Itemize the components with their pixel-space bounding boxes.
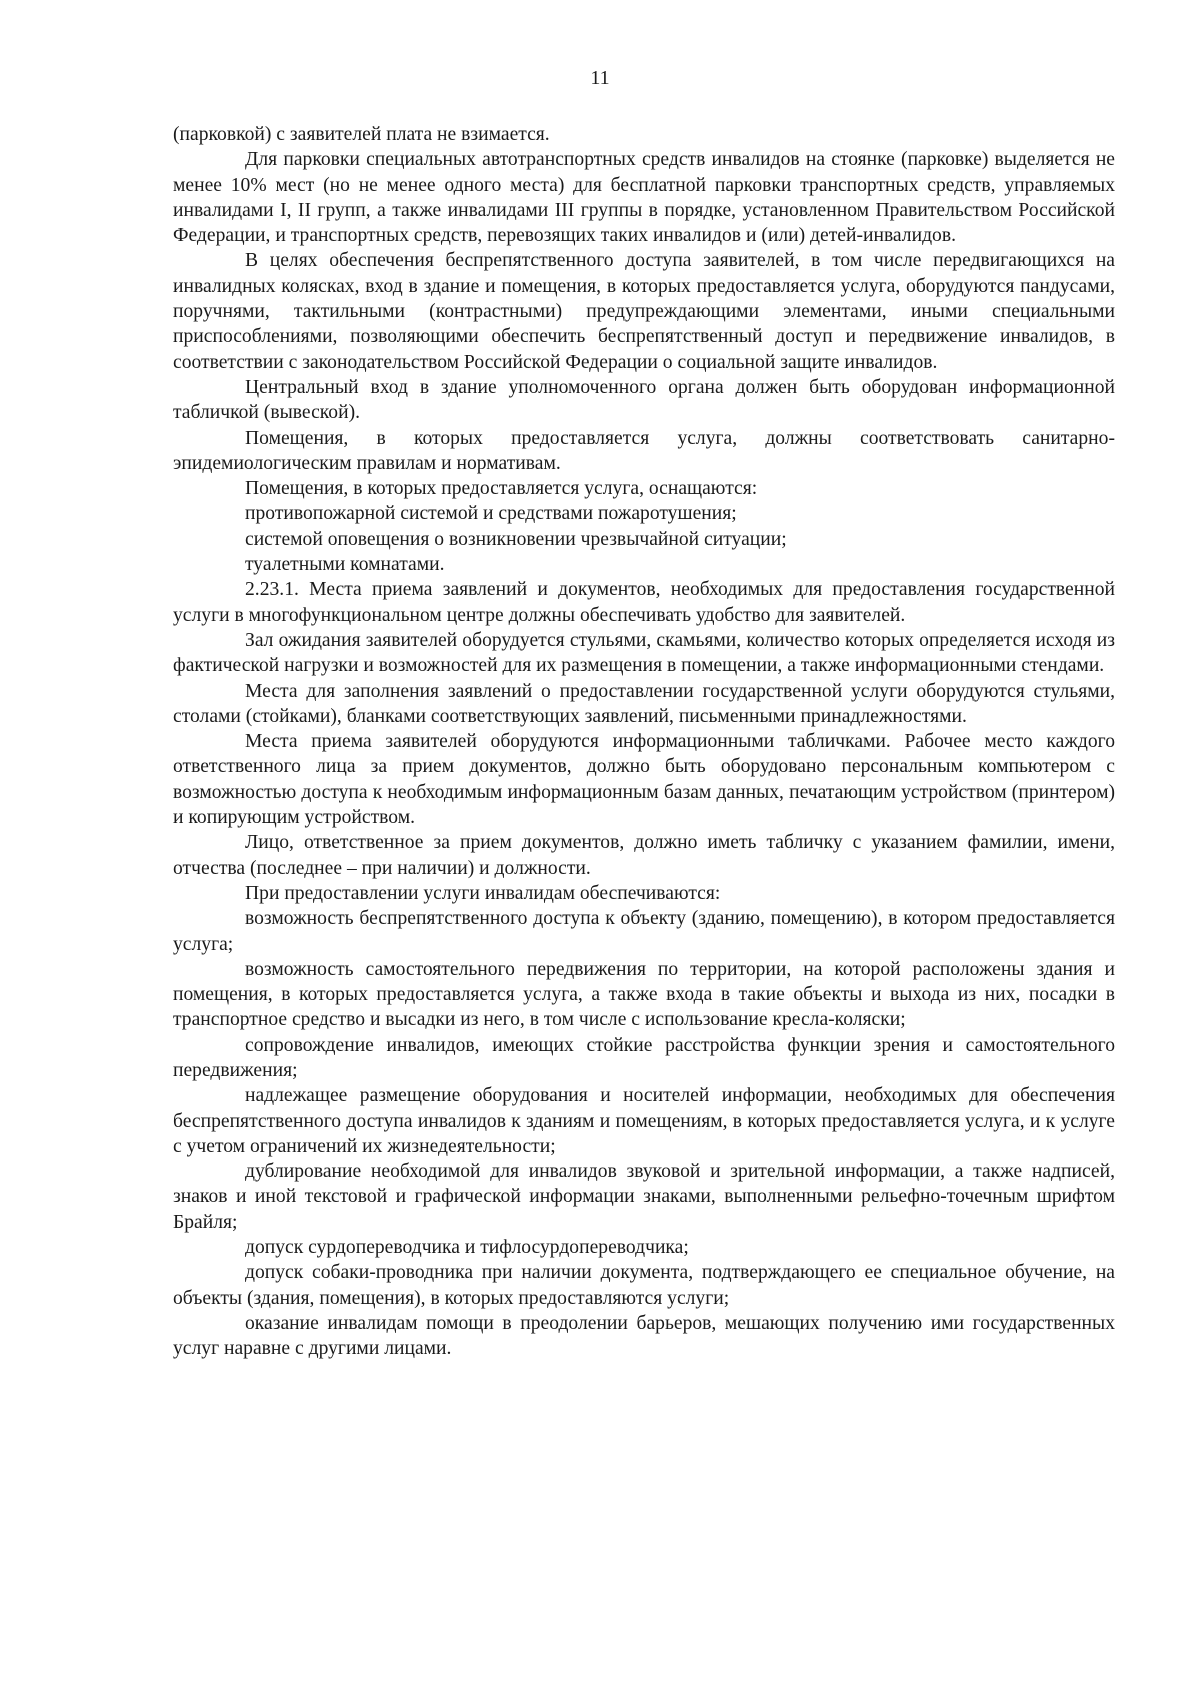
body-paragraph: сопровождение инвалидов, имеющих стойкие расстройства функции зрения и самостоятельного передвижения; [173, 1034, 1115, 1081]
body-paragraph: допуск сурдопереводчика и тифлосурдопереводчика; [245, 1237, 689, 1259]
body-paragraph: системой оповещения о возникновении чрезвычайной ситуации; [245, 528, 787, 550]
body-paragraph: Места приема заявителей оборудуются информационными табличками. Рабочее место каждого ответственного лица за прием документов, должно быть оборудовано персональным компьютером с возможностью доступа к необходимым информационным базам данных, печатающим устройством (принтером) и копирующим устройством. [173, 731, 1115, 829]
body-paragraph: При предоставлении услуги инвалидам обеспечиваются: [245, 882, 721, 904]
body-paragraph: туалетными комнатами. [245, 554, 445, 576]
body-paragraph: Места для заполнения заявлений о предоставлении государственной услуги оборудуются стульями, столами (стойками), бланками соответствующих заявлений, письменными принадлежностями. [173, 680, 1115, 727]
document-body [173, 122, 1115, 1362]
page-number: 11 [590, 67, 610, 89]
body-paragraph: В целях обеспечения беспрепятственного доступа заявителей, в том числе передвигающихся на инвалидных колясках, вход в здание и помещения, в которых предоставляется услуга, оборудуются пандусами, поручнями, тактильными (контрастными) предупреждающими элементами, иными специальными приспособлениями, позволяющими обеспечить беспрепятственный доступ и передвижение инвалидов, в соответствии с законодательством Российской Федерации о социальной защите инвалидов. [173, 250, 1115, 373]
body-paragraph: оказание инвалидам помощи в преодолении барьеров, мешающих получению ими государственных услуг наравне с другими лицами. [173, 1312, 1115, 1360]
body-paragraph: Центральный вход в здание уполномоченного органа должен быть оборудован информационной табличкой (вывеской). [173, 376, 1115, 424]
body-paragraph: Зал ожидания заявителей оборудуется стульями, скамьями, количество которых определяется исходя из фактической нагрузки и возможностей для их размещения в помещении, а также информационными стендами. [173, 629, 1115, 677]
body-paragraph: возможность беспрепятственного доступа к объекту (зданию, помещению), в котором предоставляется услуга; [173, 908, 1115, 955]
body-paragraph: Помещения, в которых предоставляется услуга, оснащаются: [245, 478, 758, 500]
body-paragraph: допуск собаки-проводника при наличии документа, подтверждающего ее специальное обучение, на объекты (здания, помещения), в которых предоставляются услуги; [173, 1262, 1115, 1309]
body-paragraph: надлежащее размещение оборудования и носителей информации, необходимых для обеспечения беспрепятственного доступа инвалидов к зданиям и помещениям, в которых предоставляется услуга, и к услуге с учетом ограничений их жизнедеятельности; [173, 1085, 1115, 1157]
body-paragraph: Лицо, ответственное за прием документов, должно иметь табличку с указанием фамилии, имени, отчества (последнее – при наличии) и должности. [173, 832, 1115, 879]
body-paragraph: 2.23.1. Места приема заявлений и документов, необходимых для предоставления государственной услуги в многофункциональном центре должны обеспечивать удобство для заявителей. [173, 579, 1115, 626]
body-paragraph: возможность самостоятельного передвижения по территории, на которой расположены здания и помещения, в которых предоставляется услуга, а также входа в такие объекты и выхода из них, посадки в транспортное средство и высадки из него, в том числе с использование кресла-коляски; [173, 958, 1115, 1031]
body-paragraph: Для парковки специальных автотранспортных средств инвалидов на стоянке (парковке) выделяется не менее 10% мест (но не менее одного места) для бесплатной парковки транспортных средств, управляемых инвалидами I, II групп, а также инвалидами III группы в порядке, установленном Правительством Российской Федерации, и транспортных средств, перевозящих таких инвалидов и (или) детей-инвалидов. [173, 149, 1115, 247]
body-paragraph: противопожарной системой и средствами пожаротушения; [245, 503, 737, 525]
body-paragraph: дублирование необходимой для инвалидов звуковой и зрительной информации, а также надписей, знаков и иной текстовой и графической информации знаками, выполненными рельефно-точечным шрифтом Брайля; [173, 1161, 1115, 1233]
body-paragraph: Помещения, в которых предоставляется услуга, должны соответствовать санитарно-эпидемиологическим правилам и нормативам. [173, 427, 1115, 474]
body-paragraph: (парковкой) с заявителей плата не взимается. [173, 124, 550, 145]
